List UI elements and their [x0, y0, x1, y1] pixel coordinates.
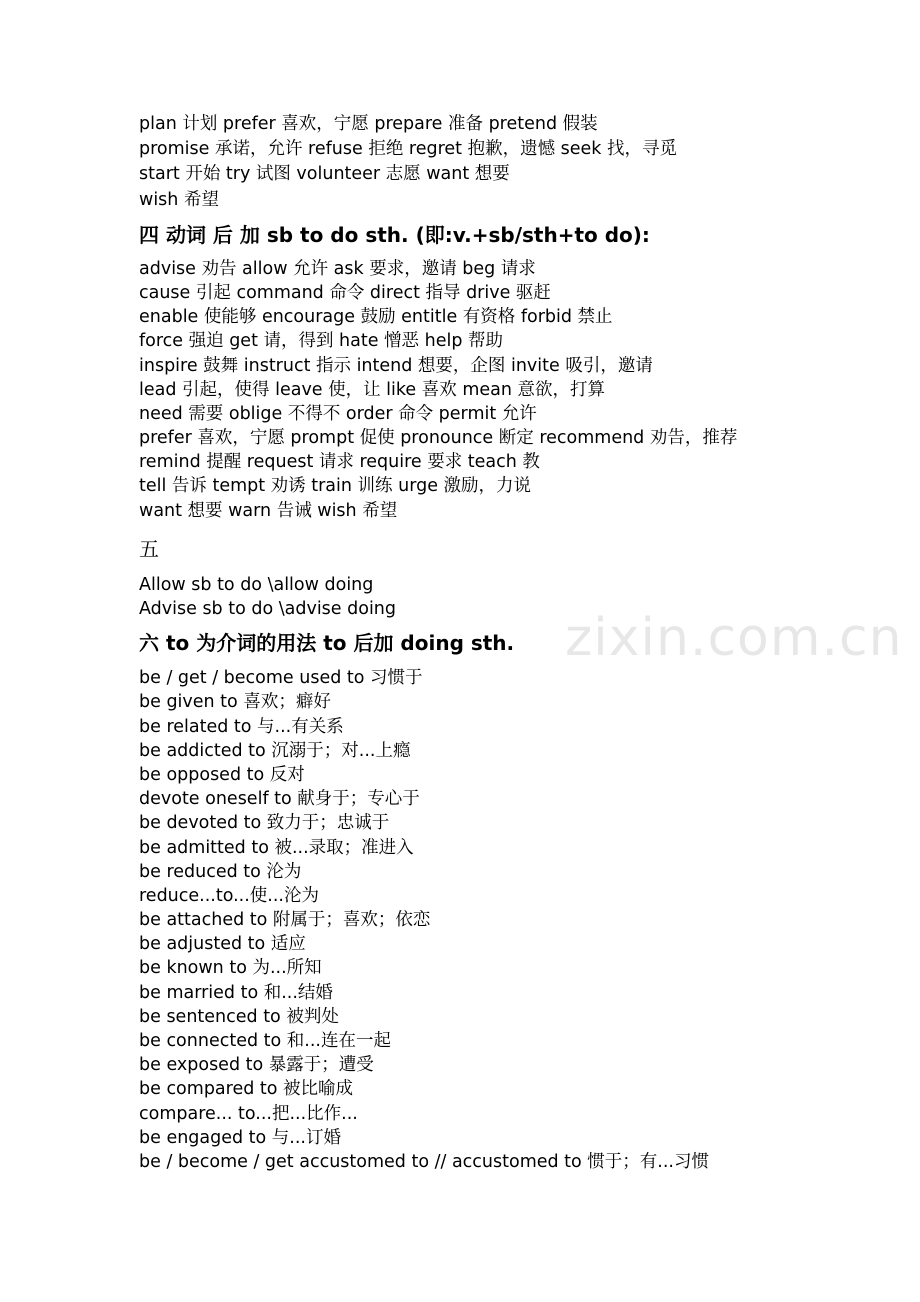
- section-heading-6: 六 to 为介词的用法 to 后加 doing sth.: [139, 631, 515, 656]
- text-line: Advise sb to do \advise doing: [139, 599, 397, 619]
- verb-list-to-do: [139, 112, 859, 213]
- watermark: zixin.com.cn: [565, 608, 903, 668]
- text-line: be devoted to 致力于；忠诚于: [139, 813, 390, 834]
- text-line: be / get / become used to 习惯于: [139, 668, 423, 689]
- verb-list-sb-to-do: [139, 257, 859, 523]
- text-line: advise 劝告 allow 允许 ask 要求，邀请 beg 请求: [139, 258, 536, 279]
- text-line: remind 提醒 request 请求 require 要求 teach 教: [139, 452, 540, 473]
- text-line: be opposed to 反对: [139, 764, 305, 785]
- text-line: start 开始 try 试图 volunteer 志愿 want 想要: [139, 164, 510, 185]
- section-heading-4: 四 动词 后 加 sb to do sth. (即:v.+sb/sth+to do):: [139, 222, 650, 247]
- text-line: wish 希望: [139, 189, 219, 210]
- text-line: be sentenced to 被判处: [139, 1006, 339, 1027]
- text-line: be related to 与...有关系: [139, 716, 344, 737]
- text-line: be married to 和...结婚: [139, 982, 333, 1003]
- text-line: be / become / get accustomed to // accustomed to 惯于；有...习惯: [139, 1151, 709, 1172]
- text-line: be admitted to 被...录取；准进入: [139, 837, 414, 858]
- text-line: be given to 喜欢；癖好: [139, 692, 331, 713]
- text-line: be exposed to 暴露于；遭受: [139, 1055, 374, 1076]
- text-line: be connected to 和...连在一起: [139, 1031, 391, 1051]
- text-line: be engaged to 与...订婚: [139, 1127, 341, 1148]
- text-line: compare... to...把...比作...: [139, 1103, 358, 1124]
- text-line: be attached to 附属于；喜欢；依恋: [139, 910, 431, 931]
- document-body: [139, 112, 859, 1174]
- text-line: reduce...to...使...沦为: [139, 885, 319, 906]
- text-line: cause 引起 command 命令 direct 指导 drive 驱赶: [139, 282, 551, 303]
- text-line: Allow sb to do \allow doing: [139, 574, 374, 595]
- text-line: be adjusted to 适应: [139, 934, 306, 955]
- text-line: promise 承诺，允许 refuse 拒绝 regret 抱歉，遗憾 seek 找，寻觅: [139, 139, 677, 160]
- text-line: enable 使能够 encourage 鼓励 entitle 有资格 forbid 禁止: [139, 307, 613, 328]
- to-preposition-list: [139, 666, 859, 1174]
- text-line: be compared to 被比喻成: [139, 1079, 354, 1100]
- text-line: inspire 鼓舞 instruct 指示 intend 想要，企图 invite 吸引，邀请: [139, 355, 653, 376]
- text-line: be addicted to 沉溺于；对...上瘾: [139, 740, 411, 761]
- text-line: need 需要 oblige 不得不 order 命令 permit 允许: [139, 403, 537, 424]
- text-line: be reduced to 沦为: [139, 861, 302, 882]
- text-line: devote oneself to 献身于；专心于: [139, 789, 420, 810]
- text-line: force 强迫 get 请，得到 hate 憎恶 help 帮助: [139, 331, 504, 352]
- text-line: prefer 喜欢，宁愿 prompt 促使 pronounce 断定 recommend 劝告，推荐: [139, 428, 738, 449]
- text-line: be known to 为...所知: [139, 958, 322, 979]
- text-line: plan 计划 prefer 喜欢，宁愿 prepare 准备 pretend 假装: [139, 114, 598, 134]
- text-line: tell 告诉 tempt 劝诱 train 训练 urge 激励，力说: [139, 476, 532, 497]
- text-line: want 想要 warn 告诫 wish 希望: [139, 500, 398, 521]
- allow-advise-list: [139, 573, 859, 621]
- text-line: lead 引起，使得 leave 使，让 like 喜欢 mean 意欲，打算: [139, 379, 606, 400]
- section-heading-5: 五: [139, 536, 159, 561]
